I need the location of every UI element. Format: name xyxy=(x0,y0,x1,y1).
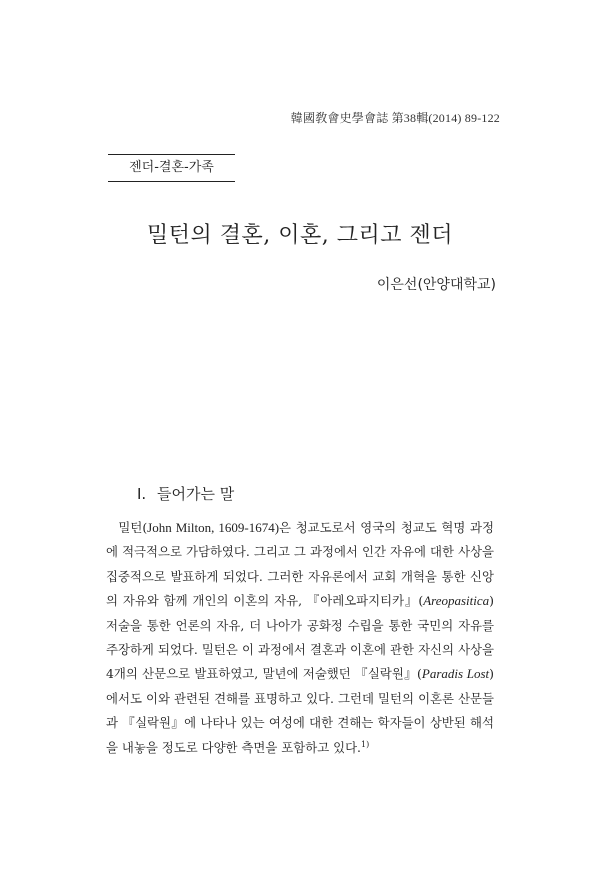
text-segment: 은 청교도로서 영국의 청교도 혁명 과정에 적극적으로 가담하였다. 그리고 그 과정에서 인간 자유에 대한 사상을 집중적으로 발표하게 되었다. 그러한 자유론에서 교회 개혁을 통한 신앙의 자유와 함께 개인의 이혼의 자유, 『아레오파지티카』( xyxy=(106,520,494,609)
section-label: 젠더-결혼-가족 xyxy=(108,154,235,182)
body-paragraph xyxy=(106,516,494,760)
section-heading-text: 들어가는 말 xyxy=(156,485,235,503)
text-segment: 밀턴( xyxy=(118,520,148,535)
section-number: Ⅰ. xyxy=(137,485,147,503)
paragraph-text xyxy=(106,516,494,760)
section-heading xyxy=(137,483,234,504)
footnote-marker[interactable]: 1) xyxy=(361,739,370,749)
italic-title: Areopasitica xyxy=(423,593,490,609)
italic-title: Paradis Lost xyxy=(421,666,490,682)
journal-header: 韓國敎會史學會誌 第38輯(2014) 89-122 xyxy=(290,111,500,125)
author-affiliation: 이은선(안양대학교) xyxy=(376,277,496,293)
paper-title: 밀턴의 결혼, 이혼, 그리고 젠더 xyxy=(147,223,453,248)
text-segment: ) 저술을 통한 언론의 자유, 더 나아가 공화정 수립을 통한 국민의 자유를 주장하게 되었다. 밀턴은 이 과정에서 결혼과 이혼에 관한 자신의 사상을 4개의 산문으로 발표하였고, 말년에 저술했던 『실락원』( xyxy=(106,593,494,682)
text-segment: )에서도 이와 관련된 견해를 표명하고 있다. 그런데 밀턴의 이혼론 산문들과 『실락원』에 나타나 있는 여성에 대한 견해는 학자들이 상반된 해석을 내놓을 정도로 다양한 측면을 포함하고 있다. xyxy=(106,666,494,755)
english-name: John Milton, 1609-1674) xyxy=(147,520,280,535)
